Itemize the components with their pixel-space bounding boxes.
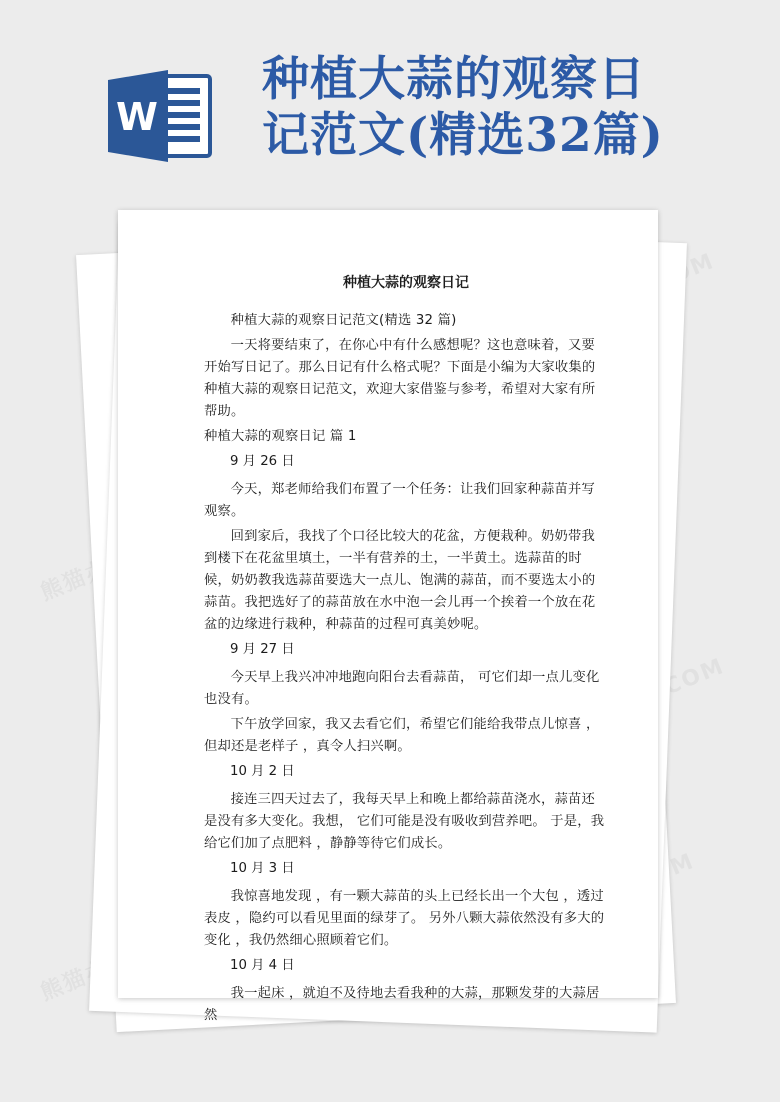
- diary-date: 10 月 3 日: [230, 861, 295, 876]
- diary-date: 9 月 26 日: [230, 454, 295, 469]
- diary-date: 10 月 4 日: [230, 958, 295, 973]
- section-heading: 种植大蒜的观察日记 篇 1: [204, 429, 357, 444]
- paragraph: 我一起床 ，就迫不及待地去看我种的大蒜，那颗发芽的大蒜居然: [204, 986, 600, 1023]
- paragraph: 今天早上我兴冲冲地跑向阳台去看蒜苗， 可它们却一点儿变化也没有。: [204, 670, 600, 707]
- document-body: [204, 272, 608, 1030]
- paragraph: 我惊喜地发现 ，有一颗大蒜苗的头上已经长出一个大包 ，透过表皮 ，隐约可以看见里面的绿芽了。 另外八颗大蒜依然没有多大的变化 ，我仍然细心照顾着它们。: [204, 889, 605, 948]
- paragraph: 回到家后，我找了个口径比较大的花盆，方便栽种。奶奶带我到楼下在花盆里填土，一半有营养的土，一半黄土。选蒜苗的时候，奶奶教我选蒜苗要选大一点儿、饱满的蒜苗，而不要选太小的蒜苗。我把选好了的蒜苗放在水中泡一会儿再一个挨着一个放在花盆的边缘进行栽种，种蒜苗的过程可真美妙呢。: [204, 529, 596, 632]
- paragraph-intro: 一天将要结束了，在你心中有什么感想呢？这也意味着，又要开始写日记了。那么日记有什么格式呢？下面是小编为大家收集的种植大蒜的观察日记范文，欢迎大家借鉴与参考，希望对大家有所帮助。: [204, 338, 596, 419]
- paragraph: 下午放学回家，我又去看它们，希望它们能给我带点儿惊喜 ，但却还是老样子 ，真令人扫兴啊。: [204, 717, 600, 754]
- logo-letter: W: [116, 95, 158, 139]
- paragraph: 今天，郑老师给我们布置了一个任务：让我们回家种蒜苗并写观察。: [204, 482, 596, 519]
- diary-date: 10 月 2 日: [230, 764, 295, 779]
- document-title: 种植大蒜的观察日记: [343, 275, 469, 291]
- diary-date: 9 月 27 日: [230, 642, 295, 657]
- paragraph: 接连三四天过去了，我每天早上和晚上都给蒜苗浇水，蒜苗还是没有多大变化。我想， 它们可能是没有吸收到营养吧。 于是，我给它们加了点肥料 ，静静等待它们成长。: [204, 792, 605, 851]
- page-title-line-2: 记范文(精选32篇): [262, 108, 664, 163]
- page-title: [262, 52, 772, 164]
- paragraph-subtitle: 种植大蒜的观察日记范文(精选 32 篇): [230, 313, 457, 328]
- word-logo-icon: [108, 68, 212, 164]
- document-page: [118, 210, 658, 1023]
- page-title-line-1: 种植大蒜的观察日: [262, 52, 646, 107]
